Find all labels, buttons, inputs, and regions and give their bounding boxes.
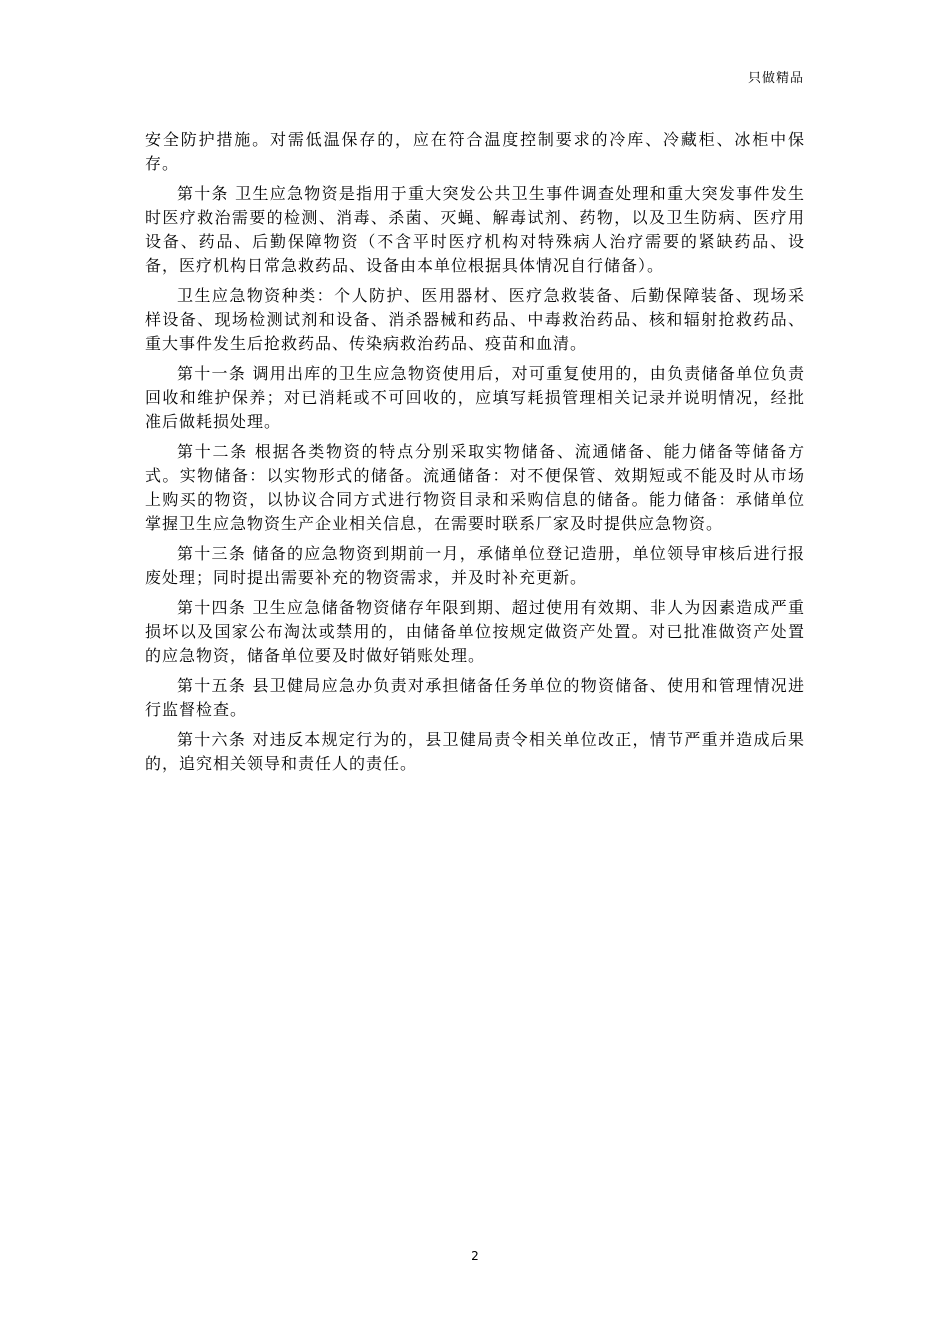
paragraph-continuation: 安全防护措施。对需低温保存的，应在符合温度控制要求的冷库、冷藏柜、冰柜中保存。 bbox=[145, 130, 805, 173]
paragraph-article-10: 第十条 卫生应急物资是指用于重大突发公共卫生事件调查处理和重大突发事件发生时医疗救治需要的检测、消毒、杀菌、灭蝇、解毒试剂、药物，以及卫生防病、医疗用设备、药品、后勤保障物资（不含平时医疗机构对特殊病人治疗需要的紧缺药品、设备，医疗机构日常急救药品、设备由本单位根据具体情况自行储备）。 bbox=[145, 184, 805, 275]
paragraph-article-11: 第十一条 调用出库的卫生应急物资使用后，对可重复使用的，由负责储备单位负责回收和维护保养；对已消耗或不可回收的，应填写耗损管理相关记录并说明情况，经批准后做耗损处理。 bbox=[145, 364, 805, 431]
page-number: 2 bbox=[471, 1249, 479, 1263]
paragraph-supply-types: 卫生应急物资种类：个人防护、医用器材、医疗急救装备、后勤保障装备、现场采样设备、现场检测试剂和设备、消杀器械和药品、中毒救治药品、核和辐射抢救药品、重大事件发生后抢救药品、传染病救治药品、疫苗和血清。 bbox=[145, 286, 805, 353]
document-body bbox=[145, 128, 805, 782]
paragraph-article-12: 第十二条 根据各类物资的特点分别采取实物储备、流通储备、能力储备等储备方式。实物储备：以实物形式的储备。流通储备：对不便保管、效期短或不能及时从市场上购买的物资，以协议合同方式进行物资目录和采购信息的储备。能力储备：承储单位掌握卫生应急物资生产企业相关信息，在需要时联系厂家及时提供应急物资。 bbox=[145, 442, 805, 533]
paragraph-article-15: 第十五条 县卫健局应急办负责对承担储备任务单位的物资储备、使用和管理情况进行监督检查。 bbox=[145, 676, 805, 719]
paragraph-article-16: 第十六条 对违反本规定行为的，县卫健局责令相关单位改正，情节严重并造成后果的，追究相关领导和责任人的责任。 bbox=[145, 730, 805, 773]
header-note: 只做精品 bbox=[747, 71, 804, 86]
paragraph-article-14: 第十四条 卫生应急储备物资储存年限到期、超过使用有效期、非人为因素造成严重损坏以及国家公布淘汰或禁用的，由储备单位按规定做资产处置。对已批准做资产处置的应急物资，储备单位要及时做好销账处理。 bbox=[145, 598, 805, 665]
paragraph-article-13: 第十三条 储备的应急物资到期前一月，承储单位登记造册，单位领导审核后进行报废处理；同时提出需要补充的物资需求，并及时补充更新。 bbox=[145, 544, 805, 587]
